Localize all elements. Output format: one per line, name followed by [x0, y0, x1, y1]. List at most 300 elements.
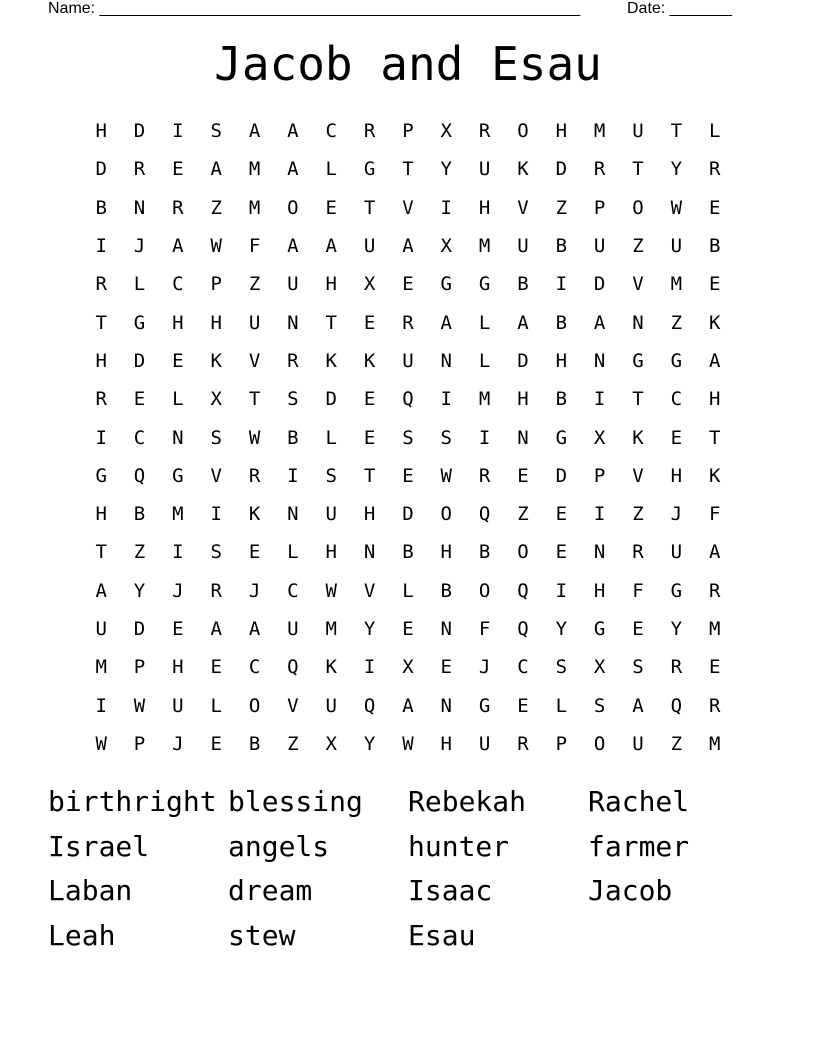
grid-cell: R: [95, 388, 107, 411]
header-line: [48, 0, 732, 18]
grid-cell: U: [632, 120, 644, 143]
grid-cell: Q: [517, 618, 529, 640]
grid-cell: D: [95, 158, 107, 181]
grid-cell: K: [210, 349, 222, 372]
grid-cell: E: [708, 656, 721, 679]
grid-cell: S: [555, 656, 568, 679]
grid-cell: I: [440, 388, 452, 411]
grid-cell: C: [133, 426, 146, 449]
grid-cell: C: [172, 273, 184, 296]
grid-cell: V: [248, 349, 261, 372]
grid-cell: X: [402, 656, 414, 679]
word-list-item: hunter: [408, 829, 510, 863]
grid-cell: E: [210, 656, 222, 679]
grid-cell: Z: [555, 196, 568, 219]
grid-cell: O: [248, 694, 261, 717]
grid-cell: O: [517, 120, 529, 143]
grid-cell: I: [555, 579, 568, 602]
grid-cell: A: [632, 694, 644, 717]
grid-cell: G: [555, 426, 568, 449]
grid-row: [82, 610, 734, 648]
grid-cell: H: [517, 388, 529, 411]
grid-cell: X: [325, 732, 337, 755]
grid-cell: K: [708, 311, 721, 334]
grid-cell: R: [363, 120, 376, 143]
grid-cell: I: [287, 464, 299, 487]
grid-row: [82, 380, 734, 418]
grid-cell: O: [287, 196, 299, 219]
grid-cell: H: [670, 464, 683, 487]
grid-cell: H: [363, 503, 376, 526]
grid-cell: C: [248, 656, 261, 679]
grid-cell: U: [670, 541, 683, 564]
grid-cell: W: [440, 464, 452, 487]
grid-cell: U: [478, 732, 491, 755]
grid-cell: H: [172, 311, 184, 334]
grid-cell: E: [363, 388, 376, 411]
grid-cell: M: [593, 120, 606, 143]
grid-cell: C: [287, 579, 299, 602]
grid-cell: R: [478, 464, 491, 487]
grid-cell: U: [363, 235, 376, 258]
grid-cell: T: [708, 426, 721, 449]
grid-row: [82, 457, 734, 495]
grid-cell: E: [363, 426, 376, 449]
grid-cell: B: [478, 541, 491, 564]
grid-cell: B: [95, 196, 107, 219]
grid-cell: P: [210, 273, 222, 296]
grid-cell: I: [593, 388, 606, 411]
grid-cell: E: [555, 503, 568, 526]
grid-cell: U: [325, 694, 337, 717]
grid-cell: Q: [363, 694, 376, 717]
grid-cell: H: [210, 311, 222, 334]
grid-cell: I: [172, 120, 184, 143]
grid-cell: E: [325, 196, 337, 219]
grid-cell: Z: [632, 503, 644, 526]
grid-cell: N: [593, 541, 606, 564]
grid-cell: G: [440, 273, 452, 296]
grid-cell: E: [133, 388, 146, 411]
grid-cell: C: [517, 656, 529, 679]
word-list-item: Rebekah: [408, 785, 527, 818]
grid-cell: B: [287, 426, 299, 449]
grid-cell: Q: [517, 579, 529, 602]
grid-cell: R: [708, 579, 721, 602]
grid-cell: E: [172, 158, 184, 181]
word-list-item: Leah: [48, 918, 116, 952]
grid-cell: J: [172, 579, 184, 602]
grid-row: [82, 303, 734, 341]
grid-cell: A: [402, 235, 414, 258]
grid-cell: U: [172, 694, 184, 717]
grid-cell: N: [287, 311, 299, 334]
grid-cell: E: [402, 273, 414, 296]
grid-cell: H: [95, 349, 107, 372]
page-title: Jacob and Esau: [214, 37, 602, 91]
date-label: Date: _______: [627, 0, 732, 17]
grid-cell: L: [325, 158, 337, 181]
grid-row: [82, 189, 734, 227]
grid-cell: Z: [517, 503, 529, 526]
grid-cell: X: [210, 388, 222, 411]
grid-cell: K: [708, 464, 721, 487]
grid-cell: E: [555, 541, 568, 564]
grid-row: [82, 686, 734, 724]
grid-cell: B: [555, 388, 568, 411]
grid-row: [82, 533, 734, 571]
grid-cell: U: [95, 618, 107, 640]
word-list-item: Rachel: [588, 785, 690, 818]
grid-cell: E: [363, 311, 376, 334]
grid-cell: G: [172, 464, 184, 487]
grid-cell: Y: [440, 158, 452, 181]
grid-cell: A: [440, 311, 452, 334]
grid-cell: F: [632, 579, 644, 602]
grid-cell: R: [632, 541, 644, 564]
grid-cell: I: [593, 503, 606, 526]
grid-cell: M: [248, 196, 261, 219]
grid-cell: A: [287, 158, 299, 181]
grid-cell: E: [632, 618, 644, 640]
grid-cell: M: [325, 618, 337, 640]
grid-cell: P: [402, 120, 414, 143]
grid-cell: J: [133, 235, 146, 258]
grid-cell: R: [593, 158, 606, 181]
grid-cell: Q: [287, 656, 299, 679]
grid-cell: T: [325, 311, 337, 334]
grid-cell: A: [517, 311, 529, 334]
grid-cell: R: [248, 464, 261, 487]
grid-cell: B: [133, 503, 146, 526]
grid-cell: L: [478, 311, 491, 334]
grid-cell: N: [517, 426, 529, 449]
grid-cell: I: [95, 694, 107, 717]
grid-cell: I: [95, 235, 107, 258]
grid-cell: B: [248, 732, 261, 755]
grid-cell: H: [593, 579, 606, 602]
grid-cell: Z: [287, 732, 299, 755]
grid-cell: T: [95, 541, 107, 564]
grid-cell: N: [287, 503, 299, 526]
grid-cell: H: [478, 196, 491, 219]
grid-cell: F: [708, 503, 721, 526]
grid-cell: A: [210, 158, 222, 181]
grid-cell: L: [287, 541, 299, 564]
grid-cell: G: [478, 694, 491, 717]
grid-cell: L: [325, 426, 337, 449]
grid-cell: T: [402, 158, 414, 181]
grid-cell: S: [287, 388, 299, 411]
word-list-item: dream: [228, 874, 313, 907]
grid-cell: T: [632, 388, 644, 411]
grid-cell: E: [402, 464, 414, 487]
grid-cell: K: [363, 349, 376, 372]
grid-cell: H: [440, 732, 452, 755]
grid-cell: T: [363, 196, 376, 219]
grid-cell: G: [363, 158, 376, 181]
grid-cell: G: [632, 349, 644, 372]
grid-row: [82, 495, 734, 533]
grid-cell: M: [708, 732, 721, 755]
grid-cell: Y: [555, 618, 568, 640]
grid-cell: S: [593, 694, 606, 717]
grid-cell: D: [555, 158, 568, 181]
grid-cell: A: [287, 235, 299, 258]
grid-cell: H: [95, 503, 107, 526]
grid-cell: L: [210, 694, 222, 717]
grid-cell: H: [555, 120, 568, 143]
grid-cell: U: [248, 311, 261, 334]
grid-cell: I: [478, 426, 491, 449]
grid-cell: B: [440, 579, 452, 602]
grid-cell: K: [632, 426, 644, 449]
grid-cell: X: [593, 426, 606, 449]
grid-cell: B: [555, 235, 568, 258]
grid-cell: W: [210, 235, 222, 258]
grid-cell: T: [95, 311, 107, 334]
letter-grid: [82, 112, 734, 763]
grid-cell: D: [133, 120, 146, 143]
grid-cell: X: [440, 120, 452, 143]
grid-cell: N: [172, 426, 184, 449]
grid-cell: U: [670, 235, 683, 258]
grid-cell: J: [670, 503, 683, 526]
grid-cell: I: [172, 541, 184, 564]
grid-cell: S: [632, 656, 644, 679]
grid-cell: O: [632, 196, 644, 219]
grid-cell: D: [133, 349, 146, 372]
grid-cell: Z: [670, 732, 683, 755]
grid-cell: U: [517, 235, 529, 258]
word-list-item: birthright: [48, 785, 217, 818]
grid-cell: U: [402, 349, 414, 372]
grid-cell: Y: [670, 158, 683, 181]
grid-cell: I: [555, 273, 568, 296]
grid-row: [82, 725, 734, 763]
grid-cell: K: [325, 349, 337, 372]
grid-cell: P: [593, 196, 606, 219]
grid-cell: L: [133, 273, 146, 296]
word-list-item: Jacob: [588, 874, 673, 907]
grid-row: [82, 648, 734, 686]
grid-cell: I: [363, 656, 376, 679]
name-label: Name: ______________________________________________________: [48, 0, 581, 17]
grid-cell: A: [210, 618, 222, 640]
grid-cell: E: [172, 349, 184, 372]
grid-cell: V: [632, 464, 644, 487]
grid-cell: V: [210, 464, 222, 487]
grid-cell: W: [402, 732, 414, 755]
grid-cell: R: [172, 196, 184, 219]
grid-cell: R: [708, 158, 721, 181]
grid-cell: D: [325, 388, 337, 411]
grid-row: [82, 112, 734, 150]
grid-cell: I: [210, 503, 222, 526]
grid-cell: R: [670, 656, 683, 679]
grid-cell: Y: [363, 618, 376, 640]
grid-cell: N: [632, 311, 644, 334]
grid-cell: R: [133, 158, 146, 181]
grid-cell: D: [555, 464, 568, 487]
grid-cell: H: [172, 656, 184, 679]
grid-cell: N: [440, 618, 452, 640]
grid-cell: P: [133, 656, 146, 679]
grid-cell: T: [670, 120, 683, 143]
grid-cell: J: [478, 656, 491, 679]
grid-cell: G: [670, 579, 683, 602]
grid-cell: G: [133, 311, 146, 334]
word-list-item: Laban: [48, 874, 133, 907]
grid-cell: K: [325, 656, 337, 679]
grid-cell: V: [517, 196, 529, 219]
word-list-item: stew: [228, 918, 296, 952]
grid-cell: B: [517, 273, 529, 296]
grid-cell: M: [95, 656, 107, 679]
grid-cell: E: [670, 426, 683, 449]
grid-cell: O: [593, 732, 606, 755]
grid-cell: R: [478, 120, 491, 143]
grid-row: [82, 572, 734, 610]
grid-cell: M: [670, 273, 683, 296]
grid-cell: G: [95, 464, 107, 487]
grid-cell: G: [670, 349, 683, 372]
grid-cell: I: [95, 426, 107, 449]
grid-cell: L: [555, 694, 568, 717]
grid-cell: L: [478, 349, 491, 372]
grid-cell: D: [133, 618, 146, 640]
grid-cell: X: [363, 273, 376, 296]
grid-cell: P: [133, 732, 146, 755]
grid-cell: F: [478, 618, 491, 640]
grid-cell: R: [210, 579, 222, 602]
grid-cell: U: [325, 503, 337, 526]
grid-cell: W: [248, 426, 261, 449]
grid-cell: O: [517, 541, 529, 564]
grid-cell: H: [95, 120, 107, 143]
grid-cell: P: [593, 464, 606, 487]
grid-cell: L: [708, 120, 721, 143]
grid-cell: X: [593, 656, 606, 679]
grid-cell: N: [133, 196, 146, 219]
grid-cell: F: [248, 235, 261, 258]
grid-cell: M: [172, 503, 184, 526]
grid-cell: S: [210, 541, 222, 564]
grid-cell: H: [440, 541, 452, 564]
grid-cell: A: [325, 235, 337, 258]
grid-cell: Y: [670, 618, 683, 640]
grid-cell: H: [325, 541, 337, 564]
grid-cell: B: [555, 311, 568, 334]
grid-cell: O: [440, 503, 452, 526]
grid-cell: U: [632, 732, 644, 755]
grid-cell: Q: [133, 464, 146, 487]
grid-cell: A: [248, 618, 261, 640]
grid-cell: E: [708, 273, 721, 296]
word-list-item: Isaac: [408, 874, 493, 907]
grid-cell: B: [708, 235, 721, 258]
grid-cell: N: [363, 541, 376, 564]
word-list: [48, 782, 768, 960]
grid-cell: Z: [133, 541, 146, 564]
word-list-item: angels: [228, 829, 330, 863]
grid-cell: H: [555, 349, 568, 372]
grid-cell: S: [325, 464, 337, 487]
grid-cell: A: [593, 311, 606, 334]
grid-cell: V: [287, 694, 299, 717]
grid-cell: B: [402, 541, 414, 564]
grid-cell: V: [363, 579, 376, 602]
grid-cell: K: [517, 158, 529, 181]
grid-cell: L: [402, 579, 414, 602]
grid-cell: W: [325, 579, 337, 602]
grid-cell: V: [402, 196, 414, 219]
grid-cell: L: [172, 388, 184, 411]
grid-cell: E: [248, 541, 261, 564]
grid-cell: C: [670, 388, 683, 411]
grid-cell: D: [593, 273, 606, 296]
grid-cell: A: [402, 694, 414, 717]
grid-cell: G: [478, 273, 491, 296]
grid-cell: Q: [670, 694, 683, 717]
grid-cell: E: [517, 464, 529, 487]
grid-cell: R: [95, 273, 107, 296]
grid-cell: I: [440, 196, 452, 219]
grid-row: [82, 342, 734, 380]
grid-cell: T: [248, 388, 261, 411]
grid-cell: U: [478, 158, 491, 181]
grid-cell: A: [172, 235, 184, 258]
grid-cell: E: [517, 694, 529, 717]
grid-cell: H: [325, 273, 337, 296]
grid-cell: W: [133, 694, 146, 717]
grid-row: [82, 418, 734, 456]
grid-cell: R: [402, 311, 414, 334]
grid-row: [82, 227, 734, 265]
grid-cell: C: [325, 120, 337, 143]
grid-cell: A: [708, 541, 721, 564]
grid-cell: Q: [478, 503, 491, 526]
grid-cell: E: [440, 656, 452, 679]
grid-cell: D: [402, 503, 414, 526]
grid-cell: U: [287, 618, 299, 640]
grid-cell: R: [517, 732, 529, 755]
grid-cell: S: [210, 120, 222, 143]
grid-cell: E: [402, 618, 414, 640]
word-list-item: Israel: [48, 829, 150, 863]
grid-row: [82, 265, 734, 303]
grid-cell: R: [287, 349, 299, 372]
grid-row: [82, 150, 734, 188]
grid-cell: K: [248, 503, 261, 526]
grid-cell: Q: [402, 388, 414, 411]
grid-cell: S: [440, 426, 452, 449]
grid-cell: E: [172, 618, 184, 640]
grid-cell: Z: [210, 196, 222, 219]
grid-cell: M: [248, 158, 261, 181]
grid-cell: M: [478, 235, 491, 258]
grid-cell: N: [440, 349, 452, 372]
grid-cell: H: [708, 388, 721, 411]
grid-cell: E: [708, 196, 721, 219]
word-list-item: Esau: [408, 918, 476, 952]
grid-cell: J: [172, 732, 184, 755]
grid-cell: P: [555, 732, 568, 755]
grid-cell: S: [402, 426, 414, 449]
grid-cell: J: [248, 579, 261, 602]
grid-cell: R: [708, 694, 721, 717]
grid-cell: A: [95, 579, 107, 602]
